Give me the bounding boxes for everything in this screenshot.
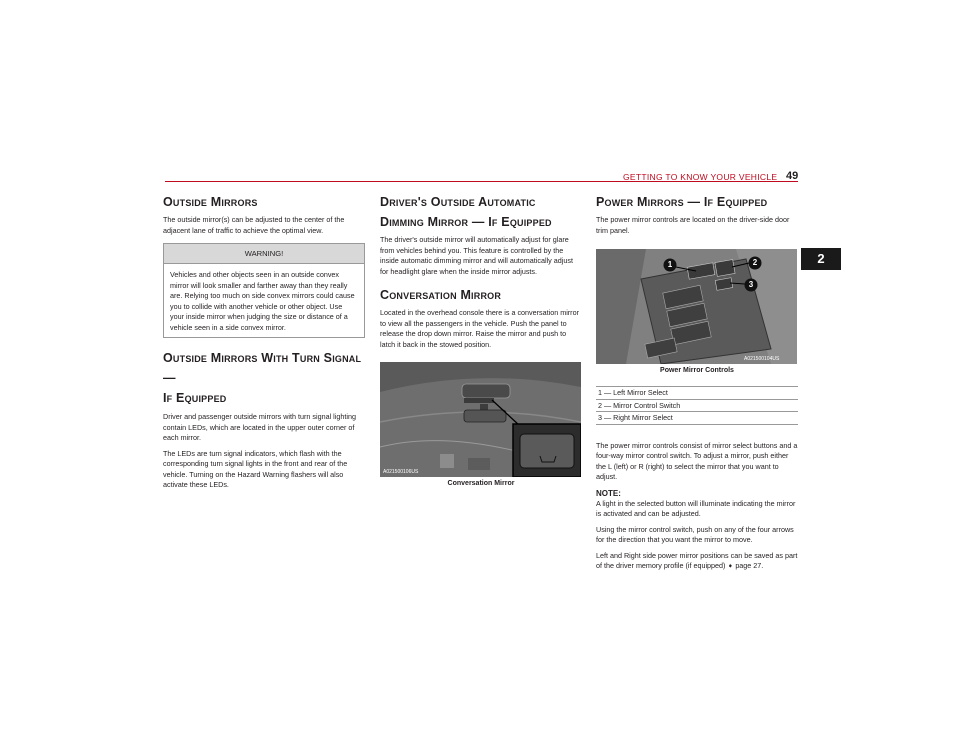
- warning-title: WARNING!: [164, 244, 364, 264]
- paragraph: The power mirror controls are located on the driver-side door trim panel.: [596, 215, 790, 235]
- column-1: [163, 192, 365, 491]
- chapter-tab[interactable]: 2: [801, 248, 841, 270]
- section-title-power-mirrors: Power Mirrors — If Equipped: [596, 195, 768, 209]
- warning-body: Vehicles and other objects seen in an outside convex mirror will look smaller and farther away than they really are. Relying too much on side convex mirrors could cause you to collide with another vehicle or other object. Use your inside mirror when judging the size or distance of a vehicle seen in a side convex mirror.: [170, 270, 355, 332]
- column-2: [380, 192, 582, 487]
- note-label: NOTE:: [596, 488, 621, 498]
- image-code: A021500106US: [383, 469, 419, 475]
- legend-row: 2 — Mirror Control Switch: [596, 400, 798, 413]
- section-title-dimming-line2: Dimming Mirror — If Equipped: [380, 215, 552, 229]
- paragraph: The power mirror controls consist of mirror select buttons and a four-way mirror control switch. To adjust a mirror, push either the L (left) or R (right) to select the mirror that you want to adjust.: [596, 440, 798, 481]
- page-reference-arrow-icon: ➧: [727, 563, 734, 570]
- callout-2: 2: [752, 258, 758, 267]
- warning-box: [163, 243, 365, 338]
- note-text: A light in the selected button will illuminate indicating the mirror is activated and can be adjusted.: [596, 498, 796, 518]
- power-mirror-illustration: [596, 249, 797, 364]
- paragraph-text: Left and Right side power mirror positions can be saved as part of the driver memory profile (if equipped): [596, 550, 798, 570]
- figure-caption: Conversation Mirror: [447, 480, 515, 487]
- conversation-mirror-image: [380, 362, 581, 477]
- running-header: GETTING TO KNOW YOUR VEHICLE: [623, 172, 778, 182]
- section-title-turn-signal-line1: Outside Mirrors With Turn Signal —: [163, 351, 362, 385]
- page-reference-link[interactable]: page 27.: [735, 561, 764, 570]
- paragraph: Driver and passenger outside mirrors with turn signal lighting contain LEDs, which are located in the upper outer corner of each mirror.: [163, 412, 356, 442]
- figure-caption: Power Mirror Controls: [660, 367, 734, 374]
- paragraph: Located in the overhead console there is a conversation mirror to view all the passengers in the vehicle. Push the panel to release the drop down mirror. Raise the mirror and push to latch it back in the stowed position.: [380, 308, 579, 349]
- conversation-mirror-illustration: [380, 362, 581, 477]
- legend-row: 3 — Right Mirror Select: [596, 412, 798, 425]
- paragraph: The LEDs are turn signal indicators, which flash with the corresponding turn signal lights in the front and rear of the vehicle. Turning on the Hazard Warning flashers will also activate these LEDs.: [163, 448, 348, 489]
- image-code: A021500104US: [744, 356, 780, 362]
- paragraph-memory: [596, 551, 798, 573]
- section-title-dimming-line1: Driver's Outside Automatic: [380, 195, 536, 209]
- paragraph: Using the mirror control switch, push on any of the four arrows for the direction that you want the mirror to move.: [596, 524, 794, 544]
- section-title-outside-mirrors: Outside Mirrors: [163, 195, 258, 209]
- callout-legend: [596, 386, 798, 425]
- paragraph: The driver's outside mirror will automatically adjust for glare from vehicles behind you. This feature is controlled by the inside automatic dimming mirror and will automatically adjust for headlight glare when the inside mirror adjusts.: [380, 235, 573, 276]
- power-mirror-image: [596, 249, 797, 364]
- paragraph: The outside mirror(s) can be adjusted to the center of the adjacent lane of traffic to achieve the optimal view.: [163, 215, 345, 235]
- callout-3: 3: [748, 280, 754, 289]
- column-3: [596, 192, 798, 573]
- legend-row: 1 — Left Mirror Select: [596, 387, 798, 400]
- section-title-conversation-mirror: Conversation Mirror: [380, 288, 502, 302]
- page-number: 49: [786, 170, 799, 182]
- callout-1: 1: [667, 260, 673, 269]
- section-title-turn-signal-line2: If Equipped: [163, 391, 227, 405]
